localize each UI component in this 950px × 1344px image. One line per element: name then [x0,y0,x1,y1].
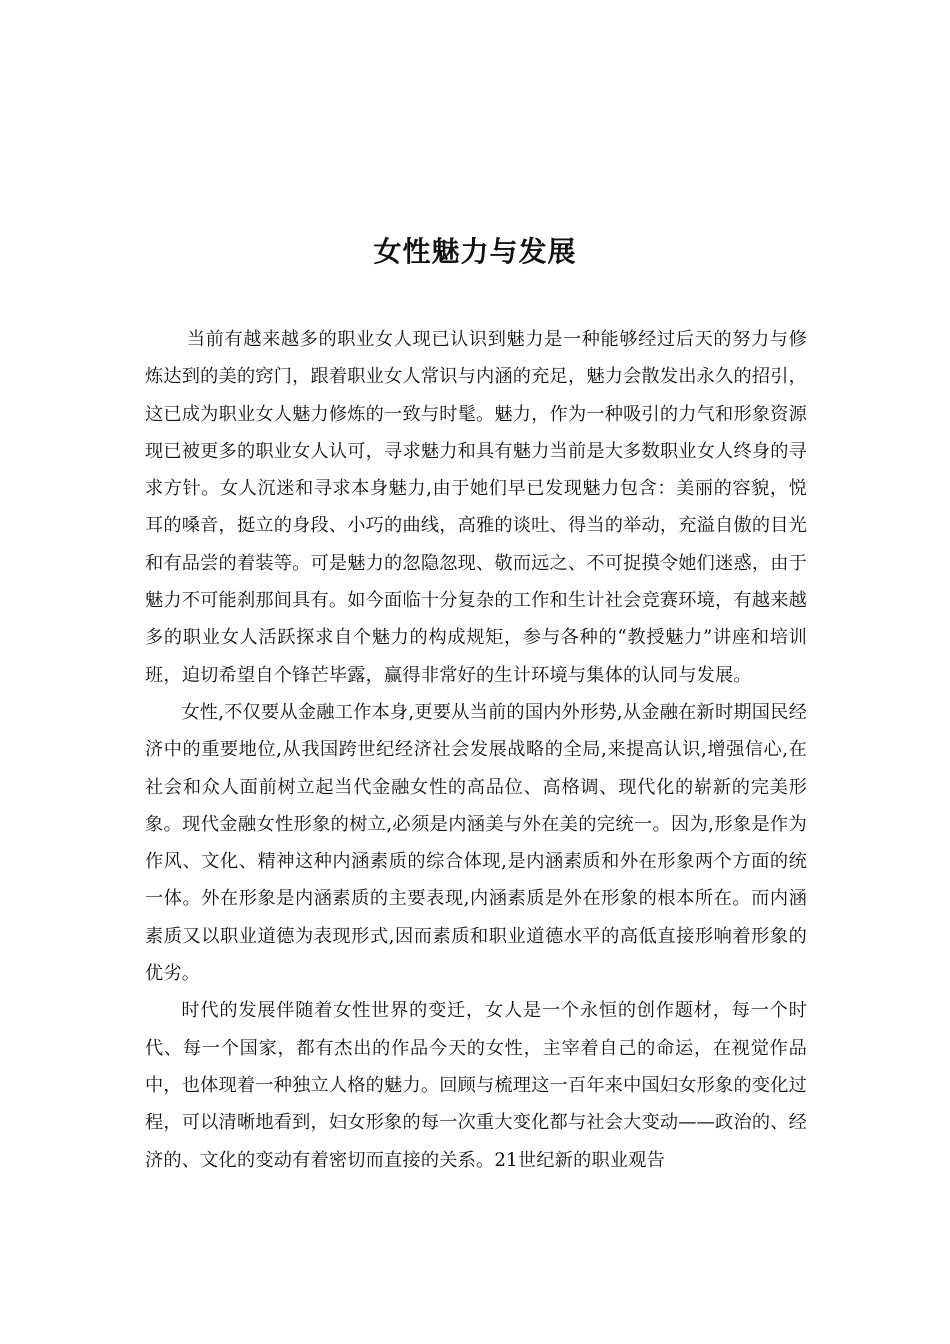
paragraph-2: 女性,不仅要从金融工作本身,更要从当前的国内外形势,从金融在新时期国民经济中的重要地位,从我国跨世纪经济社会发展战略的全局,来提高认识,增强信心,在社会和众人面前树立起当代金融女性的高品位、高格调、现代化的崭新的完美形象。现代金融女性形象的树立,必须是内涵美与外在美的完统一。因为,形象是作为作风、文化、精神这种内涵素质的综合体现,是内涵素质和外在形象两个方面的统一体。外在形象是内涵素质的主要表现,内涵素质是外在形象的根本所在。而内涵素质又以职业道德为表现形式,因而素质和职业道德水平的高低直接形响着形象的优劣。 [145,701,807,985]
document-body [145,321,807,1179]
document-title: 女性魅力与发展 [373,235,577,268]
paragraph-1: 当前有越来越多的职业女人现已认识到魅力是一种能够经过后天的努力与修炼达到的美的窍门，跟着职业女人常识与内涵的充足，魅力会散发出永久的招引，这已成为职业女人魅力修炼的一致与时髦。魅力，作为一种吸引的力气和形象资源现已被更多的职业女人认可，寻求魅力和具有魅力当前是大多数职业女人终身的寻求方针。女人沉迷和寻求本身魅力,由于她们早已发现魅力包含：美丽的容貌，悦耳的嗓音，挺立的身段、小巧的曲线，高雅的谈吐、得当的举动，充溢自傲的目光和有品尝的着装等。可是魅力的忽隐忽现、敬而远之、不可捉摸令她们迷惑，由于魅力不可能刹那间具有。如今面临十分复杂的工作和生计社会竞赛环境，有越来越多的职业女人活跃探求自个魅力的构成规矩，参与各种的“教授魅力”讲座和培训班，迫切希望自个锋芒毕露，赢得非常好的生计环境与集体的认同与发展。 [145,329,807,686]
paragraph-3: 时代的发展伴随着女性世界的变迁，女人是一个永恒的创作题材，每一个时代、每一个国家，都有杰出的作品今天的女性，主宰着自己的命运，在视觉作品中，也体现着一种独立人格的魅力。回顾与梳理这一百年来中国妇女形象的变化过程，可以清晰地看到，妇女形象的每一次重大变化都与社会大变动——政治的、经济的、文化的变动有着密切而直接的关系。21世纪新的职业观告 [145,1000,807,1171]
